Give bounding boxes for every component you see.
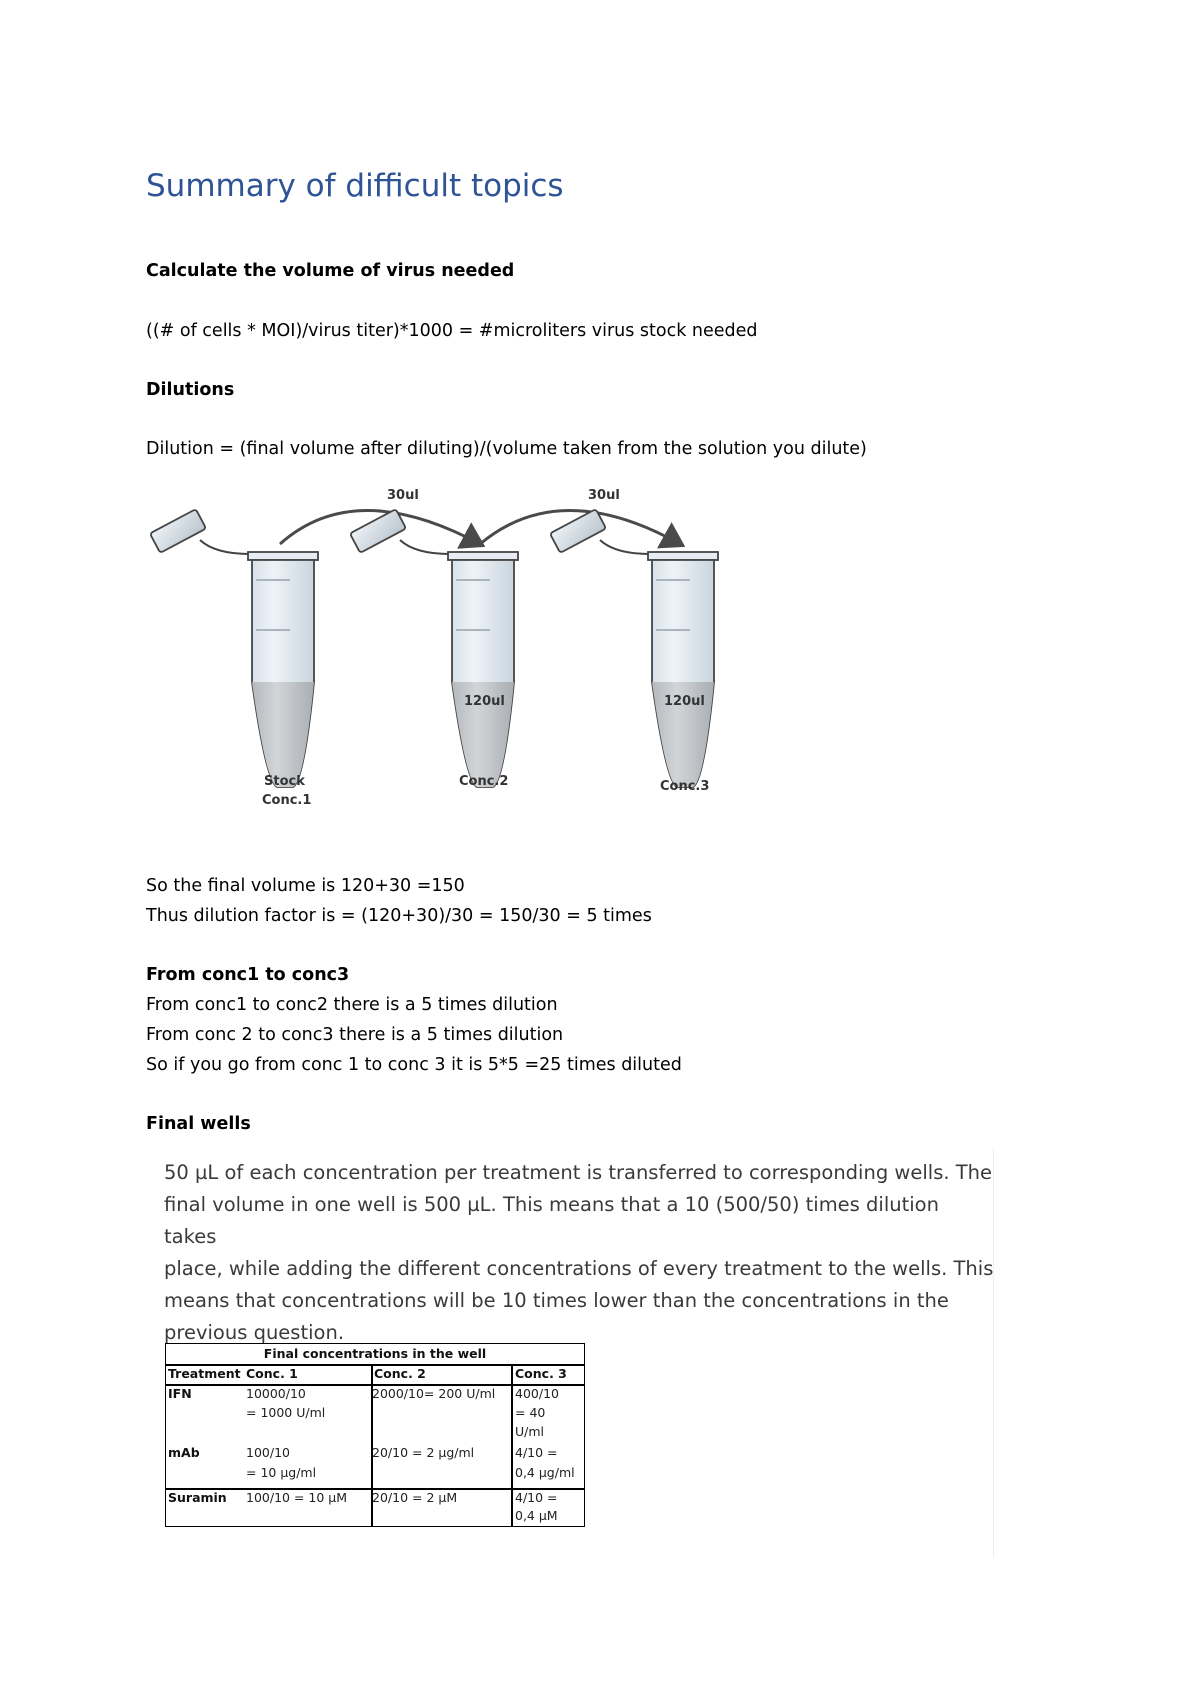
table-header-conc2: Conc. 2 xyxy=(374,1366,426,1381)
cell-ifn-conc1: 10000/10 xyxy=(246,1386,306,1401)
tube-conc2-label: Conc.2 xyxy=(459,774,509,789)
tube-conc2-volume: 120ul xyxy=(464,694,505,709)
conc-heading: From conc1 to conc3 xyxy=(146,965,350,985)
tube-conc2 xyxy=(350,509,518,789)
virus-volume-heading: Calculate the volume of virus needed xyxy=(146,261,515,281)
transfer-label-2: 30ul xyxy=(588,488,620,503)
tube-conc1-label: Conc.1 xyxy=(262,793,312,808)
excerpt-line: means that concentrations will be 10 times lower than the concentrations in the xyxy=(164,1289,949,1312)
table-header-conc3: Conc. 3 xyxy=(515,1366,567,1381)
cell-suramin-conc1: 100/10 = 10 µM xyxy=(246,1490,348,1505)
cell-ifn-conc1-result: = 1000 U/ml xyxy=(246,1405,326,1420)
final-concentrations-table xyxy=(165,1343,585,1527)
tube-stock xyxy=(150,509,318,808)
dilution-formula: Dilution = (final volume after diluting)/(volume taken from the solution you dilute) xyxy=(146,439,867,459)
row-name-suramin: Suramin xyxy=(168,1490,227,1505)
dilutions-heading: Dilutions xyxy=(146,380,235,400)
row-name-ifn: IFN xyxy=(168,1386,192,1401)
excerpt-line: place, while adding the different concentrations of every treatment to the wells. This xyxy=(164,1257,994,1280)
cell-ifn-conc2: 2000/10= 200 U/ml xyxy=(372,1386,496,1401)
page-title: Summary of difficult topics xyxy=(146,168,564,204)
cell-mab-conc3-result: 0,4 µg/ml xyxy=(515,1465,575,1480)
table-caption: Final concentrations in the well xyxy=(263,1346,487,1361)
tube-conc3-label: Conc.3 xyxy=(660,779,710,794)
excerpt-line: final volume in one well is 500 µL. This means that a 10 (500/50) times dilution takes xyxy=(164,1193,939,1248)
final-volume-line: So the final volume is 120+30 =150 xyxy=(146,876,465,896)
tube-conc3-volume: 120ul xyxy=(664,694,705,709)
cell-suramin-conc2: 20/10 = 2 µM xyxy=(372,1490,458,1505)
table-header-treatment: Treatment xyxy=(168,1366,241,1381)
excerpt-line: previous question. xyxy=(164,1321,345,1344)
cell-mab-conc1: 100/10 xyxy=(246,1445,290,1460)
transfer-label-1: 30ul xyxy=(387,488,419,503)
serial-dilution-figure xyxy=(140,482,740,862)
conc-line-1: From conc1 to conc2 there is a 5 times dilution xyxy=(146,995,558,1015)
cell-mab-conc1-result: = 10 µg/ml xyxy=(246,1465,317,1480)
dilution-factor-line: Thus dilution factor is = (120+30)/30 = 150/30 = 5 times xyxy=(146,906,652,926)
final-wells-excerpt xyxy=(164,1157,994,1349)
conc-line-2: From conc 2 to conc3 there is a 5 times dilution xyxy=(146,1025,564,1045)
tube-stock-label: Stock xyxy=(264,774,305,789)
cell-ifn-conc3: 400/10 xyxy=(515,1386,559,1401)
cell-suramin-conc3: 4/10 = xyxy=(515,1490,558,1505)
cell-mab-conc3: 4/10 = xyxy=(515,1445,558,1460)
cell-ifn-conc3-unit: U/ml xyxy=(515,1424,545,1439)
virus-volume-formula: ((# of cells * MOI)/virus titer)*1000 = #microliters virus stock needed xyxy=(146,321,758,341)
tube-conc3 xyxy=(550,509,718,794)
table-header-conc1: Conc. 1 xyxy=(246,1366,298,1381)
cell-mab-conc2: 20/10 = 2 µg/ml xyxy=(372,1445,475,1460)
cell-ifn-conc3-result: = 40 xyxy=(515,1405,546,1420)
excerpt-line: 50 µL of each concentration per treatment is transferred to corresponding wells. The xyxy=(164,1161,993,1184)
cell-suramin-conc3-result: 0,4 µM xyxy=(515,1508,558,1523)
final-wells-heading: Final wells xyxy=(146,1114,251,1134)
conc-line-3: So if you go from conc 1 to conc 3 it is 5*5 =25 times diluted xyxy=(146,1055,682,1075)
row-name-mab: mAb xyxy=(168,1445,200,1460)
